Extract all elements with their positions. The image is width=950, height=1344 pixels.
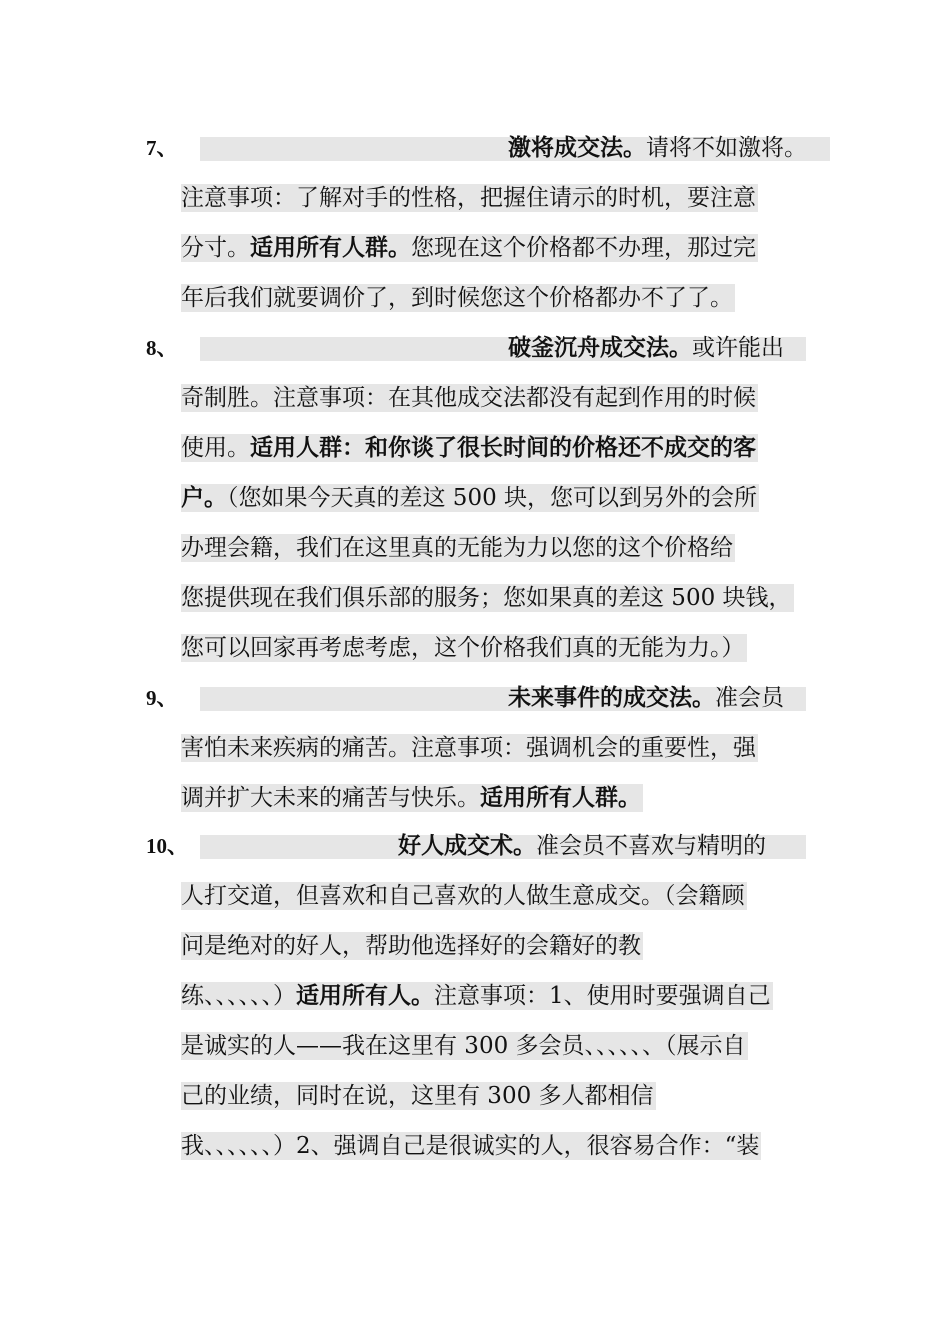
item-heading [398, 832, 766, 860]
bold-text: 适用所有人。 [296, 982, 434, 1009]
body-text: 年后我们就要调价了，到时候您这个价格都办不了了。 [181, 285, 733, 311]
item-heading [508, 134, 807, 162]
body-text: 是诚实的人——我在这里有 300 多会员、、、、、、（展示自 [181, 1033, 746, 1059]
item-number: 7、 [146, 136, 178, 160]
body-line [181, 284, 735, 312]
item-heading [508, 334, 784, 362]
body-text: 我、、、、、、）2、强调自己是很诚实的人，很容易合作：“装 [181, 1133, 760, 1159]
body-text: 问是绝对的好人，帮助他选择好的会籍好的教 [181, 933, 641, 959]
body-line [181, 1082, 656, 1110]
bold-text: 适用人群：和你谈了很长时间的价格还不成交的客 [250, 434, 756, 461]
body-line [181, 534, 735, 562]
body-text: 您可以回家再考虑考虑，这个价格我们真的无能为力。） [181, 635, 745, 661]
body-text: 您提供现在我们俱乐部的服务；您如果真的差这 500 块钱， [181, 585, 792, 611]
body-line [181, 1032, 748, 1060]
body-text: 注意事项：1、使用时要强调自己 [434, 983, 771, 1009]
item-number: 10、 [146, 834, 188, 858]
body-text: 奇制胜。注意事项：在其他成交法都没有起到作用的时候 [181, 385, 756, 411]
item-heading [508, 684, 784, 712]
body-text: 您现在这个价格都不办理，那过完 [411, 235, 756, 261]
item-number: 8、 [146, 336, 178, 360]
body-text: 人打交道，但喜欢和自己喜欢的人做生意成交。（会籍顾 [181, 883, 745, 909]
body-line [181, 932, 643, 960]
body-text: 注意事项：了解对手的性格，把握住请示的时机，要注意 [181, 185, 756, 211]
body-text: （您如果今天真的差这 500 块，您可以到另外的会所 [227, 485, 758, 511]
body-text: 分寸。 [181, 235, 250, 261]
item-title-tail: 准会员不喜欢与精明的 [536, 833, 766, 859]
body-text: 使用。 [181, 435, 250, 461]
item-title: 好人成交术。 [398, 832, 536, 859]
body-line [181, 434, 758, 462]
body-text: 害怕未来疾病的痛苦。注意事项：强调机会的重要性，强 [181, 735, 756, 761]
item-title: 未来事件的成交法。 [508, 684, 715, 711]
item-title: 激将成交法。 [508, 134, 646, 161]
body-text: 练、、、、、、） [181, 983, 296, 1009]
bold-text: 户。 [181, 484, 227, 511]
body-text: 己的业绩，同时在说，这里有 300 多人都相信 [181, 1083, 654, 1109]
body-line [181, 784, 643, 812]
item-title-tail: 或许能出 [692, 335, 784, 361]
item-number: 9、 [146, 686, 178, 710]
body-line [181, 184, 758, 212]
item-title: 破釜沉舟成交法。 [508, 334, 692, 361]
body-line [181, 634, 747, 662]
body-line [181, 734, 758, 762]
body-text: 办理会籍，我们在这里真的无能为力以您的这个价格给 [181, 535, 733, 561]
body-line [181, 234, 758, 262]
body-line [181, 584, 794, 612]
body-line [181, 882, 747, 910]
body-text: 调并扩大未来的痛苦与快乐。 [181, 785, 480, 811]
bold-text: 适用所有人群。 [480, 784, 641, 811]
item-title-tail: 请将不如激将。 [646, 135, 807, 161]
bold-text: 适用所有人群。 [250, 234, 411, 261]
body-line [181, 484, 759, 512]
body-line [181, 982, 773, 1010]
body-line [181, 384, 758, 412]
body-line [181, 1132, 761, 1160]
item-title-tail: 准会员 [715, 685, 784, 711]
